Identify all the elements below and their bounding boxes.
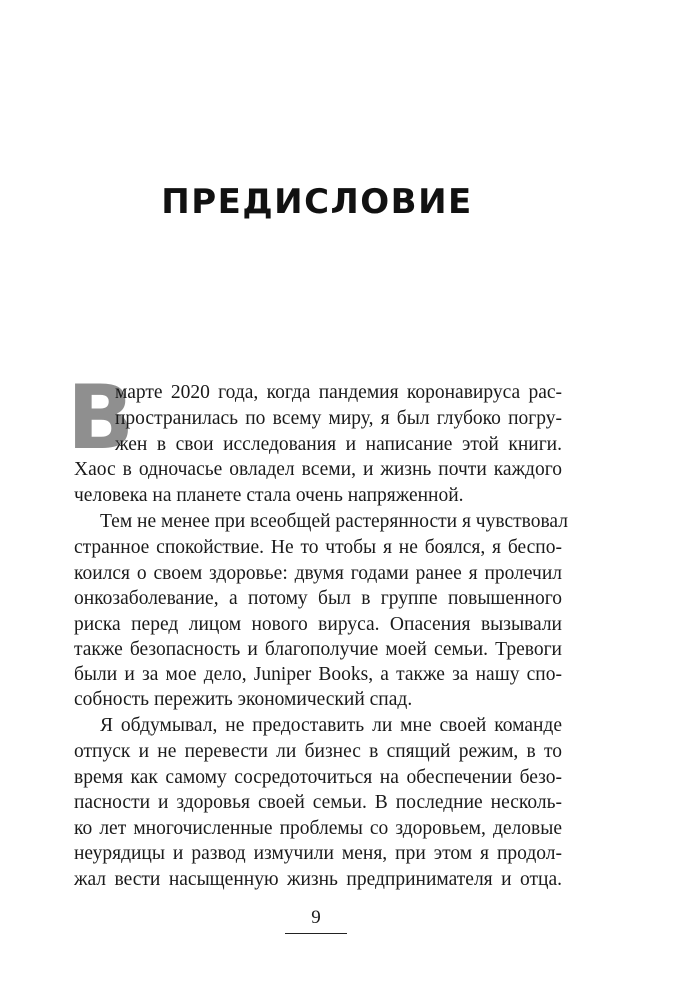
drop-cap: В (67, 366, 135, 469)
text-line: Я обдумывал, не предоставить ли мне своей команде (100, 715, 562, 736)
text-line: Хаос в одночасье овладел всеми, и жизнь почти каждого (74, 459, 562, 480)
text-line: человека на планете стала очень напряженной. (74, 485, 464, 506)
text-line: собность пережить экономический спад. (74, 689, 413, 710)
text-line: жен в свои исследования и написание этой книги. (115, 434, 562, 455)
text-line: также безопасность и благополучие моей семьи. Тревоги (74, 639, 562, 660)
text-line: марте 2020 года, когда пандемия коронавируса рас- (115, 382, 562, 403)
text-line: пространилась по всему миру, я был глубоко погру- (115, 408, 562, 429)
text-line: онкозаболевание, а потому был в группе повышенного (74, 588, 562, 609)
text-line: коился о своем здоровье: двумя годами ранее я пролечил (74, 563, 562, 584)
chapter-heading: ПРЕДИСЛОВИЕ (161, 182, 473, 222)
text-line: отпуск и не перевести ли бизнес в спящий режим, в то (74, 741, 562, 762)
text-line: Тем не менее при всеобщей растерянности я чувствовал (100, 511, 568, 532)
page-number: 9 (311, 907, 321, 928)
text-line: неурядицы и развод измучили меня, при этом я продол- (74, 843, 562, 864)
text-line: время как самому сосредоточиться на обеспечении безо- (74, 767, 562, 788)
text-line: странное спокойствие. Не то чтобы я не боялся, я беспо- (74, 537, 562, 558)
text-line: жал вести насыщенную жизнь предпринимателя и отца. (74, 869, 562, 890)
text-line: пасности и здоровья своей семьи. В последние несколь- (74, 792, 562, 813)
text-line: были и за мое дело, Juniper Books, а также за нашу спо- (74, 664, 562, 685)
text-line: ко лет многочисленные проблемы со здоровьем, деловые (74, 818, 562, 839)
text-line: риска перед лицом нового вируса. Опасения вызывали (74, 614, 562, 635)
page-number-rule (285, 933, 347, 934)
